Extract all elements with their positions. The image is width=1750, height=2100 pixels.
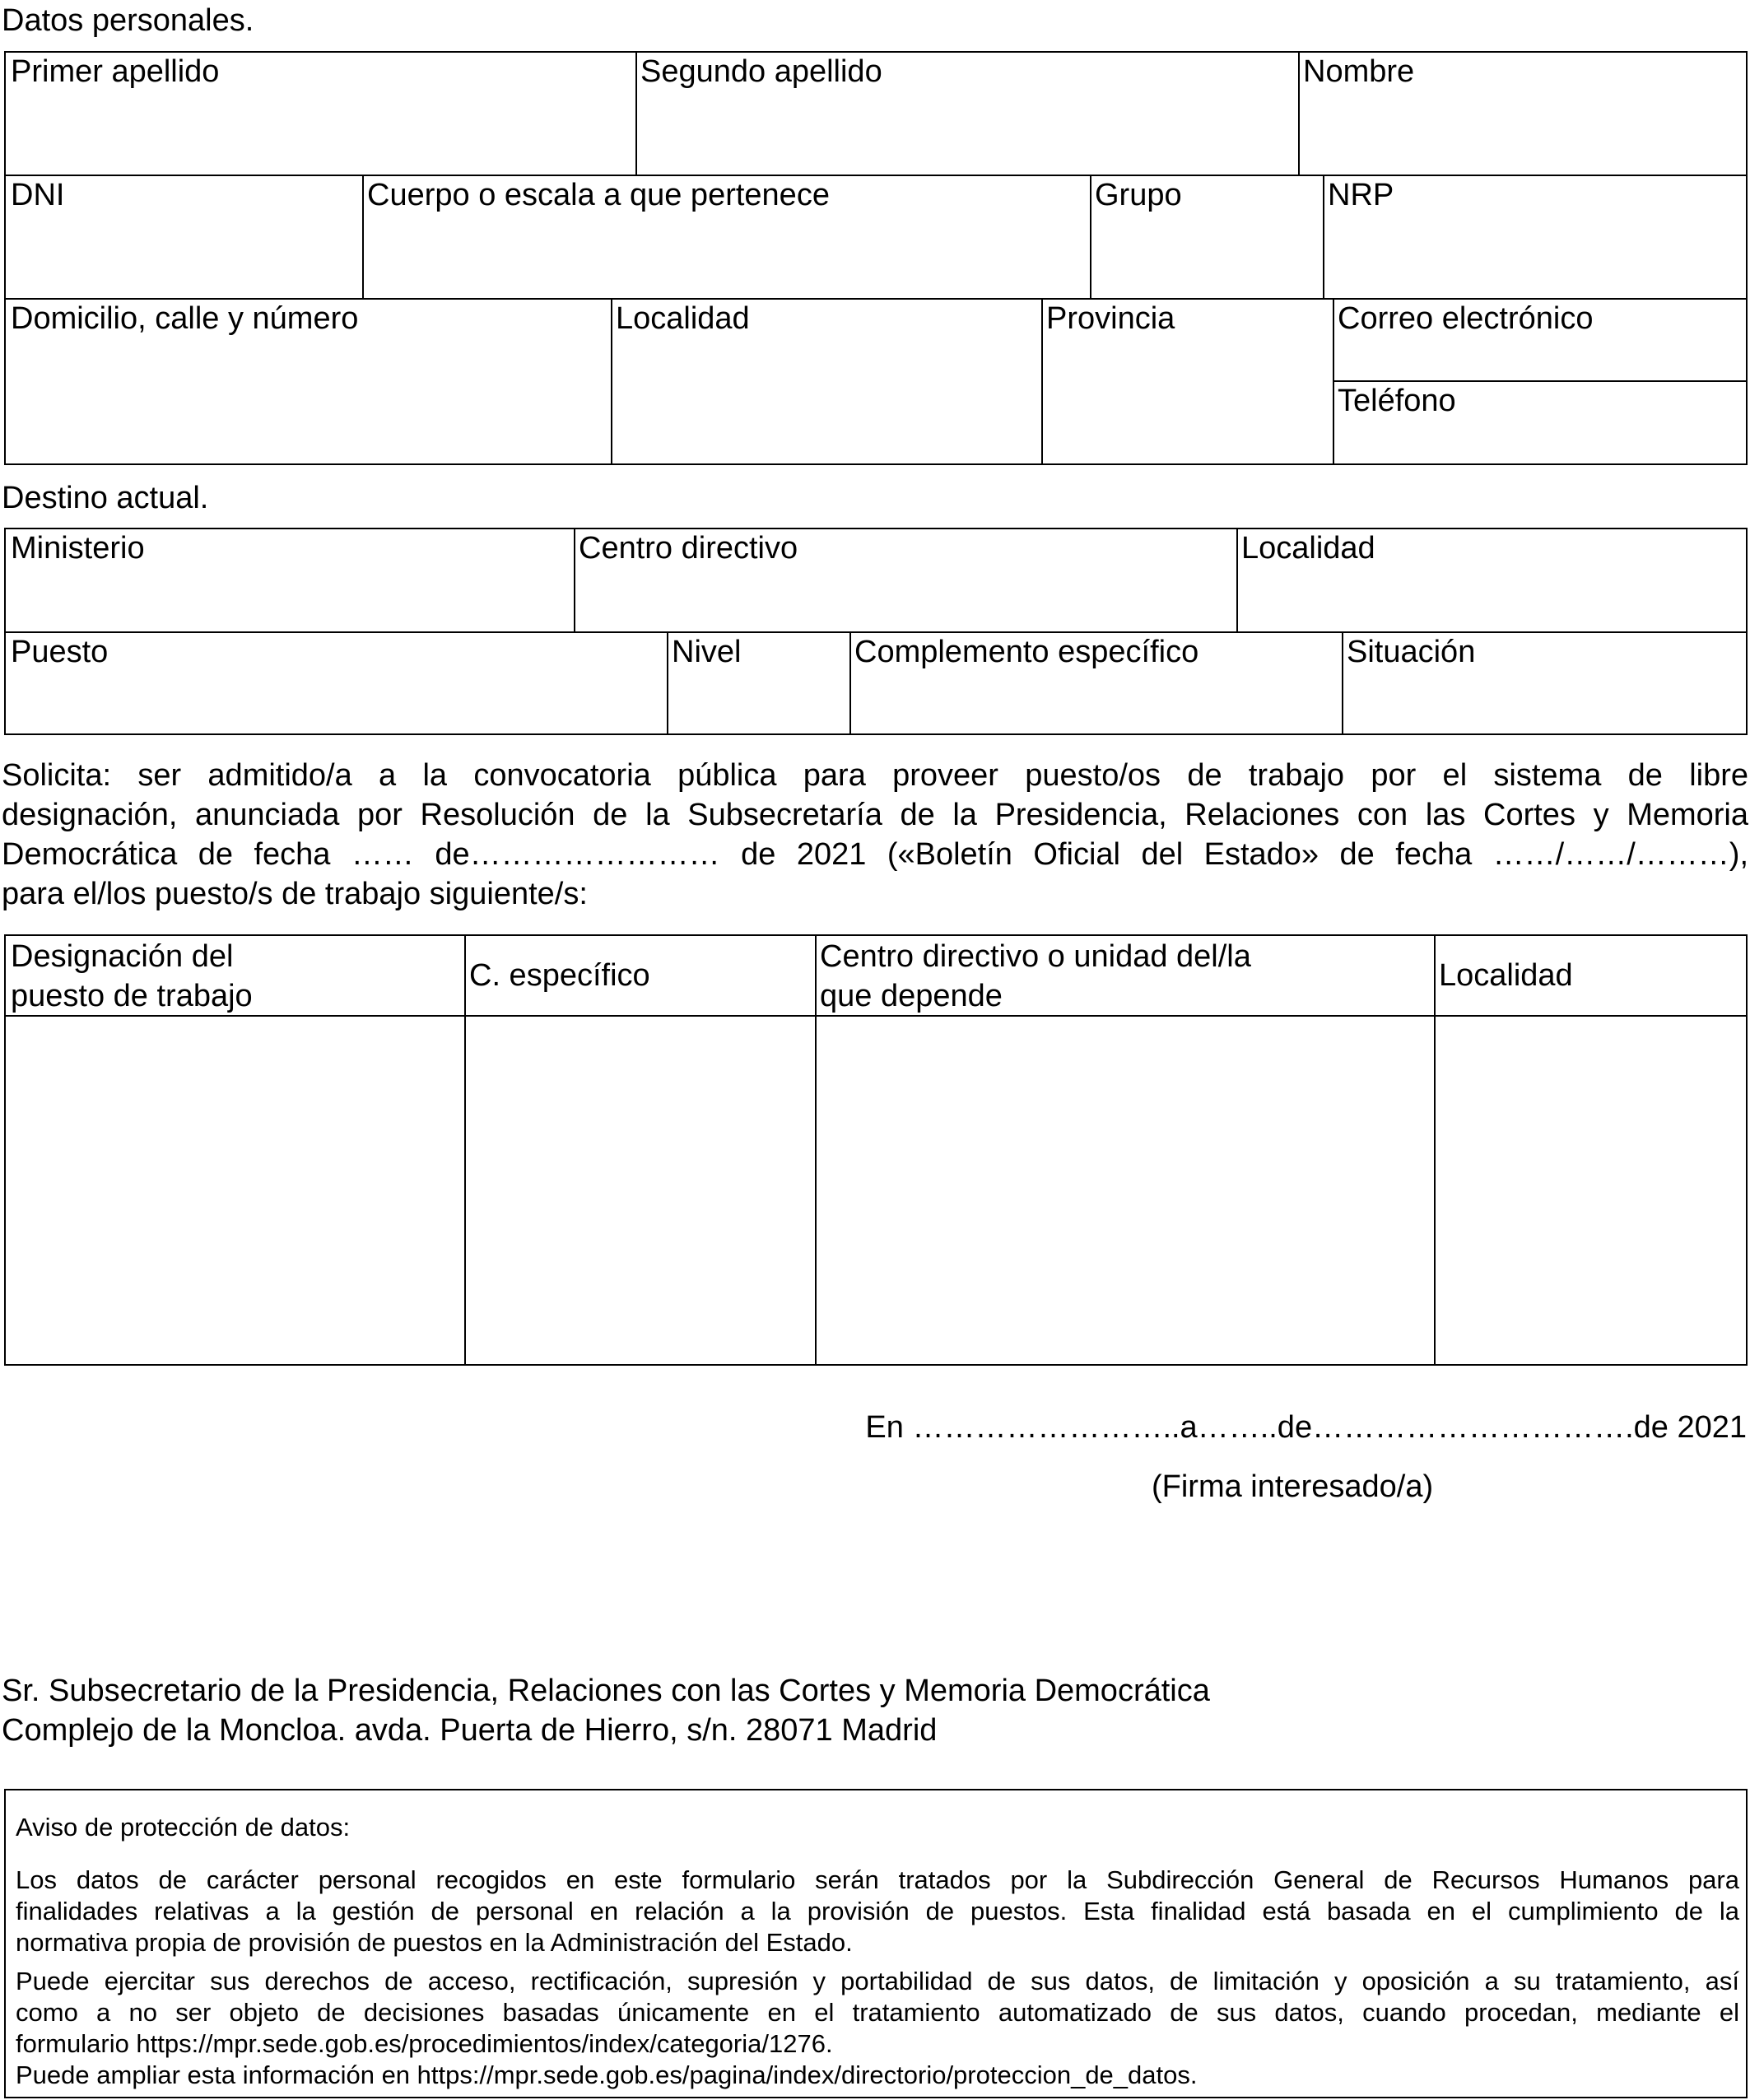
- header-centro-directivo: [815, 936, 1434, 1015]
- privacy-line: normativa propia de provisión de puestos en la Administración del Estado.: [16, 1928, 853, 1957]
- telefono-label: Teléfono: [1338, 384, 1456, 418]
- segundo-apellido-label: Segundo apellido: [640, 54, 882, 89]
- privacy-line: Los datos de carácter personal recogidos en este formulario serán tratados por la Subdirección General de Recursos Humanos para: [16, 1865, 1739, 1894]
- provincia-field[interactable]: [1041, 300, 1333, 463]
- header-centro-line: Centro directivo o unidad del/la: [820, 939, 1251, 974]
- destino-table: [4, 528, 1748, 735]
- nrp-label: NRP: [1328, 178, 1394, 212]
- addressee-line: Complejo de la Moncloa. avda. Puerta de Hierro, s/n. 28071 Madrid: [2, 1713, 938, 1748]
- centro-directivo-input-cell[interactable]: [817, 1017, 1434, 1364]
- segundo-apellido-field[interactable]: [635, 53, 1298, 175]
- complemento-label: Complemento específico: [854, 635, 1199, 669]
- grupo-label: Grupo: [1095, 178, 1182, 212]
- grupo-field[interactable]: [1090, 176, 1323, 298]
- header-c-especifico-label: C. específico: [469, 958, 650, 993]
- solicita-line: Democrática de fecha …… de…………………… de 2021 («Boletín Oficial del Estado» de fecha ……/……/………),: [2, 837, 1748, 872]
- situacion-field[interactable]: [1342, 633, 1746, 733]
- dni-field[interactable]: [6, 176, 362, 298]
- designacion-input-cell[interactable]: [6, 1017, 464, 1364]
- privacy-line: Puede ampliar esta información en https://mpr.sede.gob.es/pagina/index/directorio/proteccion_de_datos.: [16, 2060, 1198, 2089]
- solicita-paragraph: [2, 756, 1748, 914]
- puesto-field[interactable]: [6, 633, 667, 733]
- solicita-line: designación, anunciada por Resolución de la Subsecretaría de la Presidencia, Relaciones con las Cortes y Memoria: [2, 798, 1748, 832]
- puestos-table: [4, 934, 1748, 1366]
- destino-localidad-field[interactable]: [1236, 529, 1746, 631]
- cuerpo-label: Cuerpo o escala a que pertenece: [367, 178, 830, 212]
- destino-localidad-label: Localidad: [1241, 531, 1375, 566]
- header-centro-line: que depende: [820, 979, 1003, 1013]
- nivel-label: Nivel: [672, 635, 742, 669]
- centro-directivo-field[interactable]: [574, 529, 1236, 631]
- cuerpo-field[interactable]: [362, 176, 1090, 298]
- situacion-label: Situación: [1347, 635, 1476, 669]
- section-title-destino-actual: Destino actual.: [2, 481, 209, 515]
- provincia-label: Provincia: [1046, 301, 1175, 336]
- firma-label: (Firma interesado/a): [1152, 1469, 1434, 1504]
- centro-directivo-label: Centro directivo: [579, 531, 798, 566]
- header-localidad: [1434, 936, 1746, 1015]
- date-place-line: En ……………………..a……..de………………………….de 2021: [865, 1410, 1747, 1445]
- correo-label: Correo electrónico: [1338, 301, 1594, 336]
- header-designacion-line: Designación del: [11, 939, 234, 974]
- localidad-field[interactable]: [611, 300, 1041, 463]
- complemento-field[interactable]: [849, 633, 1342, 733]
- dni-label: DNI: [11, 178, 65, 212]
- privacy-paragraph-2: [16, 1966, 1739, 2091]
- personal-data-table: [4, 51, 1748, 465]
- c-especifico-input-cell[interactable]: [466, 1017, 815, 1364]
- puesto-label: Puesto: [11, 635, 109, 669]
- localidad-input-cell[interactable]: [1436, 1017, 1746, 1364]
- header-designacion-line: puesto de trabajo: [11, 979, 253, 1013]
- privacy-notice-box: [4, 1789, 1748, 2098]
- addressee-line: Sr. Subsecretario de la Presidencia, Relaciones con las Cortes y Memoria Democrática: [2, 1674, 1210, 1708]
- header-c-especifico: [464, 936, 815, 1015]
- ministerio-field[interactable]: [6, 529, 574, 631]
- header-localidad-label: Localidad: [1439, 958, 1573, 993]
- nrp-field[interactable]: [1323, 176, 1746, 298]
- solicita-line: Solicita: ser admitido/a a la convocatoria pública para proveer puesto/os de trabajo por el sistema de libre: [2, 758, 1748, 793]
- domicilio-label: Domicilio, calle y número: [11, 301, 359, 336]
- privacy-paragraph-1: [16, 1865, 1739, 1958]
- correo-field[interactable]: [1333, 300, 1746, 380]
- primer-apellido-field[interactable]: [6, 53, 635, 175]
- localidad-label: Localidad: [616, 301, 750, 336]
- section-title-datos-personales: Datos personales.: [2, 3, 254, 38]
- telefono-field[interactable]: [1333, 382, 1746, 463]
- header-designacion: [6, 936, 464, 1015]
- privacy-line: como a no ser objeto de decisiones basadas únicamente en el tratamiento automatizado de sus datos, cuando procedan, mediante el: [16, 1998, 1739, 2027]
- nombre-label: Nombre: [1303, 54, 1415, 89]
- privacy-line: Puede ejercitar sus derechos de acceso, rectificación, supresión y portabilidad de sus datos, de limitación y oposición a su tratamiento, así: [16, 1967, 1739, 1995]
- privacy-line: formulario https://mpr.sede.gob.es/procedimientos/index/categoria/1276.: [16, 2029, 833, 2058]
- nombre-field[interactable]: [1298, 53, 1746, 175]
- primer-apellido-label: Primer apellido: [11, 54, 220, 89]
- solicita-line: para el/los puesto/s de trabajo siguiente/s:: [2, 877, 588, 911]
- ministerio-label: Ministerio: [11, 531, 145, 566]
- nivel-field[interactable]: [667, 633, 849, 733]
- domicilio-field[interactable]: [6, 300, 611, 463]
- privacy-title: Aviso de protección de datos:: [16, 1813, 351, 1842]
- privacy-line: finalidades relativas a la gestión de personal en relación a la provisión de puestos. Esta finalidad está basada en el cumplimiento de la: [16, 1897, 1739, 1925]
